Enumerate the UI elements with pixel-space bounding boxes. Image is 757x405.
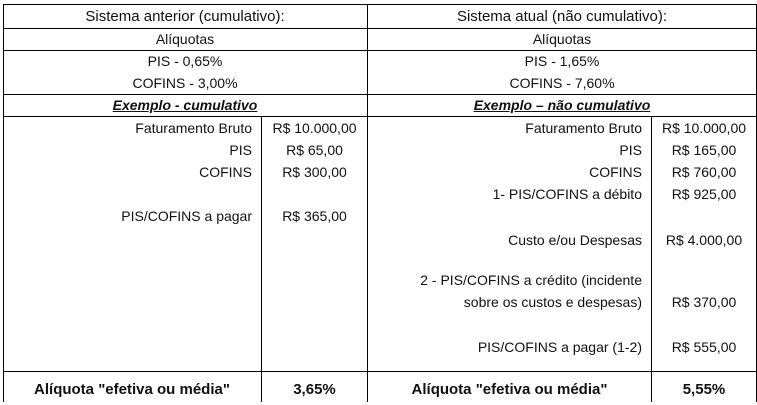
right-row-value: R$ 555,00 bbox=[671, 339, 737, 355]
right-footer-label: Alíquota "efetiva ou média" bbox=[411, 381, 608, 398]
left-row-value: R$ 365,00 bbox=[282, 208, 347, 224]
left-example-title: Exemplo - cumulativo bbox=[112, 97, 258, 113]
right-row-value: R$ 760,00 bbox=[671, 164, 737, 180]
rule-below-example-title bbox=[3, 116, 757, 117]
left-rate-cofins: COFINS - 3,00% bbox=[132, 75, 238, 91]
right-row-value: R$ 4.000,00 bbox=[665, 232, 743, 248]
right-row-label: 1- PIS/COFINS a débito bbox=[492, 186, 642, 202]
left-row-value: R$ 300,00 bbox=[282, 164, 347, 180]
right-row-label: Custo e/ou Despesas bbox=[508, 232, 642, 248]
rule-top bbox=[3, 4, 757, 5]
right-row-label: COFINS bbox=[589, 164, 642, 180]
right-row-label: PIS/COFINS a pagar (1-2) bbox=[477, 339, 642, 355]
right-row-label: PIS bbox=[619, 142, 642, 158]
left-row-label: Faturamento Bruto bbox=[135, 120, 252, 136]
rule-below-rates bbox=[3, 94, 757, 95]
right-row-label: 2 - PIS/COFINS a crédito (incidente bbox=[420, 272, 642, 288]
left-row-label: PIS bbox=[229, 142, 252, 158]
rule-below-header bbox=[3, 28, 757, 29]
right-footer-value: 5,55% bbox=[682, 381, 726, 398]
left-rate-pis: PIS - 0,65% bbox=[147, 53, 223, 69]
right-row-label: Faturamento Bruto bbox=[525, 120, 642, 136]
right-aliquotas-label: Alíquotas bbox=[532, 31, 592, 47]
left-footer-label: Alíquota "efetiva ou média" bbox=[34, 381, 230, 398]
right-row-value: R$ 165,00 bbox=[671, 142, 737, 158]
rule-below-aliquotas bbox=[3, 50, 757, 51]
left-header: Sistema anterior (cumulativo): bbox=[85, 8, 285, 25]
left-footer-value: 3,65% bbox=[293, 381, 336, 398]
right-rate-pis: PIS - 1,65% bbox=[524, 53, 600, 69]
right-example-title: Exemplo – não cumulativo bbox=[473, 97, 651, 113]
right-rate-cofins: COFINS - 7,60% bbox=[509, 75, 615, 91]
right-row-label: sobre os custos e despesas) bbox=[463, 294, 642, 310]
rule-above-footer bbox=[3, 371, 757, 372]
right-header: Sistema atual (não cumulativo): bbox=[456, 8, 668, 25]
left-row-value: R$ 10.000,00 bbox=[272, 120, 357, 136]
left-row-label: PIS/COFINS a pagar bbox=[121, 208, 252, 224]
left-row-label: COFINS bbox=[199, 164, 252, 180]
right-row-value: R$ 925,00 bbox=[671, 186, 737, 202]
right-row-value: R$ 370,00 bbox=[671, 294, 737, 310]
left-row-value: R$ 65,00 bbox=[286, 142, 343, 158]
right-row-value: R$ 10.000,00 bbox=[661, 120, 747, 136]
left-aliquotas-label: Alíquotas bbox=[155, 31, 215, 47]
